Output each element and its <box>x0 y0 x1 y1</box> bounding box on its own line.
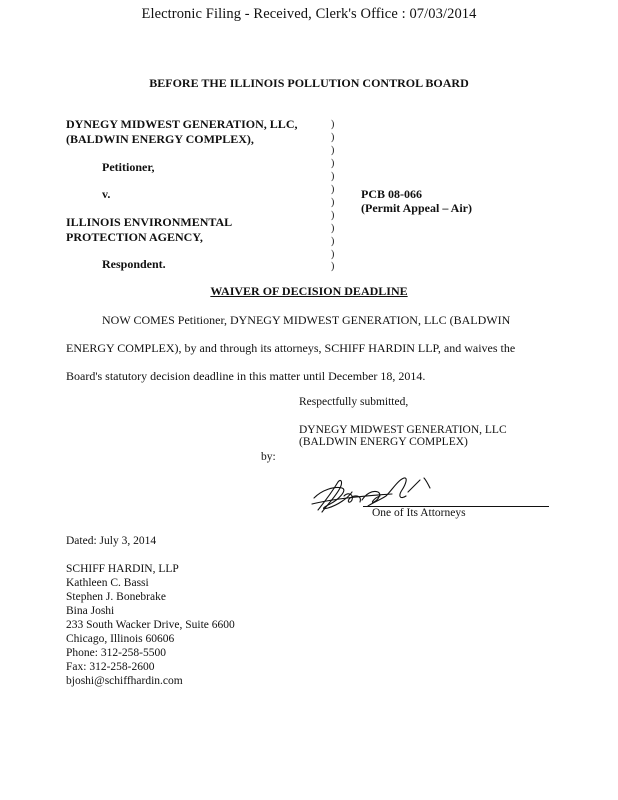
caption-bracket: ) <box>331 145 335 156</box>
firm-address-line2: Chicago, Illinois 60606 <box>66 633 175 645</box>
firm-email: bjoshi@schiffhardin.com <box>66 675 183 687</box>
body-line-3: Board's statutory decision deadline in this matter until December 18, 2014. <box>66 369 426 383</box>
party-name-line1: DYNEGY MIDWEST GENERATION, LLC <box>299 424 507 436</box>
petitioner-name-line2: (BALDWIN ENERGY COMPLEX), <box>66 132 254 146</box>
firm-address-line1: 233 South Wacker Drive, Suite 6600 <box>66 619 235 631</box>
dated-line: Dated: July 3, 2014 <box>66 535 157 547</box>
caption-bracket: ) <box>331 236 335 247</box>
caption-bracket: ) <box>331 223 335 234</box>
respondent-name-line1: ILLINOIS ENVIRONMENTAL <box>66 215 233 229</box>
versus-label: v. <box>102 187 111 201</box>
caption-bracket: ) <box>331 249 335 260</box>
caption-bracket: ) <box>331 171 335 182</box>
attorney-name: Bina Joshi <box>66 605 115 617</box>
by-label: by: <box>261 451 276 463</box>
caption-bracket: ) <box>331 158 335 169</box>
caption-bracket: ) <box>331 119 335 130</box>
respondent-role: Respondent. <box>102 257 166 271</box>
closing-text: Respectfully submitted, <box>299 396 409 408</box>
caption-bracket: ) <box>331 132 335 143</box>
firm-fax: Fax: 312-258-2600 <box>66 661 155 673</box>
firm-name: SCHIFF HARDIN, LLP <box>66 563 179 575</box>
petitioner-name-line1: DYNEGY MIDWEST GENERATION, LLC, <box>66 117 298 131</box>
board-title: BEFORE THE ILLINOIS POLLUTION CONTROL BOARD <box>149 76 469 90</box>
respondent-name-line2: PROTECTION AGENCY, <box>66 230 203 244</box>
case-number: PCB 08-066 <box>361 187 422 201</box>
case-type: (Permit Appeal – Air) <box>361 201 472 215</box>
caption-bracket: ) <box>331 184 335 195</box>
petitioner-role: Petitioner, <box>102 160 155 174</box>
firm-phone: Phone: 312-258-5500 <box>66 647 166 659</box>
caption-bracket: ) <box>331 261 335 272</box>
body-line-2: ENERGY COMPLEX), by and through its attorneys, SCHIFF HARDIN LLP, and waives the <box>66 341 516 355</box>
attorney-name: Stephen J. Bonebrake <box>66 591 166 603</box>
attorney-name: Kathleen C. Bassi <box>66 577 149 589</box>
body-line-1: NOW COMES Petitioner, DYNEGY MIDWEST GENERATION, LLC (BALDWIN <box>102 313 511 327</box>
filing-stamp-header: Electronic Filing - Received, Clerk's Office : 07/03/2014 <box>141 6 477 22</box>
caption-bracket: ) <box>331 210 335 221</box>
waiver-title: WAIVER OF DECISION DEADLINE <box>210 284 408 298</box>
party-name-line2: (BALDWIN ENERGY COMPLEX) <box>299 436 468 448</box>
caption-bracket: ) <box>331 197 335 208</box>
signer-caption: One of Its Attorneys <box>372 507 466 519</box>
